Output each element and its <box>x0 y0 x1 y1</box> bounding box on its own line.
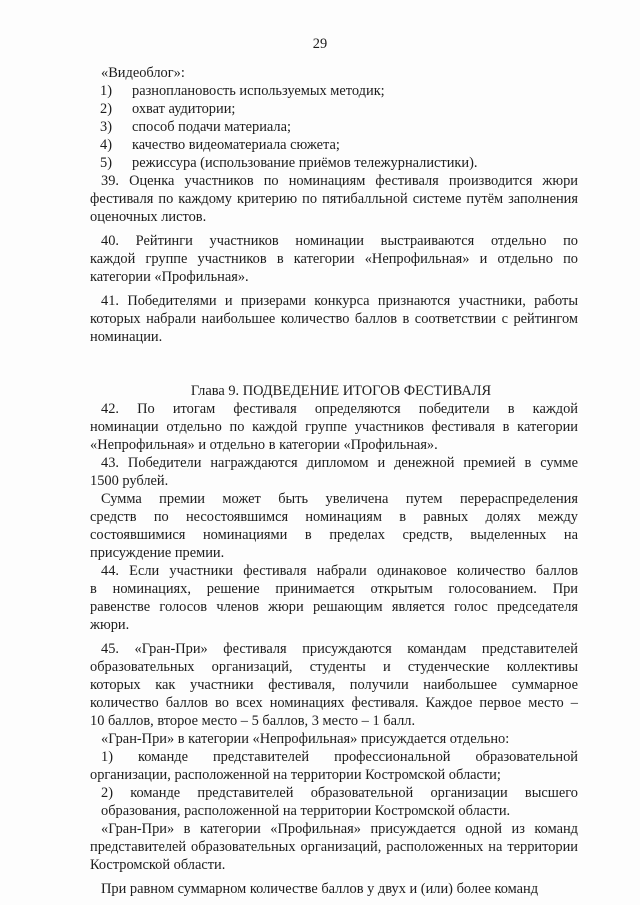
list-number: 3) <box>100 119 112 135</box>
text-line: 39. Оценка участников по номинациям фестиваля производится жюри <box>101 173 578 189</box>
text-line: образования, расположенной на территории Костромской области. <box>101 803 511 819</box>
list-item <box>90 154 578 172</box>
list-number: 4) <box>100 137 112 153</box>
text-line: оценочных листов. <box>90 209 207 225</box>
grand-prix-nonprofile-heading: «Гран-При» в категории «Непрофильная» присуждается отдельно: <box>101 731 510 747</box>
list-item <box>90 82 578 100</box>
list-text: разноплановость используемых методик; <box>132 83 385 99</box>
document-body <box>90 64 578 898</box>
text-line: 1500 рублей. <box>90 473 169 489</box>
paragraph-prize-sum <box>90 490 578 562</box>
text-line: 44. Если участники фестиваля набрали одинаковое количество баллов <box>101 563 578 579</box>
videoblog-heading: «Видеоблог»: <box>101 65 185 81</box>
text-line: категории «Профильная». <box>90 269 249 285</box>
criteria-list <box>90 82 578 172</box>
text-line: Сумма премии может быть увеличена путем перераспределения <box>101 491 578 507</box>
text-line: количество баллов во всех номинациях фестиваля. Каждое первое место – <box>90 695 578 711</box>
text-line: 2) команде представителей образовательной организации высшего <box>101 785 578 801</box>
text-line: «Непрофильная» и отдельно в категории «Профильная». <box>90 437 438 453</box>
grand-prix-profile <box>90 820 578 874</box>
text-line: 43. Победители награждаются дипломом и денежной премией в сумме <box>101 455 578 471</box>
paragraph-43 <box>90 454 578 490</box>
paragraph-41 <box>90 292 578 346</box>
list-number: 1) <box>100 83 112 99</box>
list-item <box>90 100 578 118</box>
paragraph-45 <box>90 640 578 730</box>
paragraph-40 <box>90 232 578 286</box>
text-line: 40. Рейтинги участников номинации выстраиваются отдельно по <box>101 233 578 249</box>
grand-prix-item-2 <box>90 784 578 820</box>
text-line: равенстве голосов членов жюри решающим является голос председателя <box>90 599 578 615</box>
grand-prix-item-1 <box>90 748 578 784</box>
paragraph-44 <box>90 562 578 634</box>
list-text: способ подачи материала; <box>132 119 291 135</box>
text-line: образовательных организаций, студенты и студенческие коллективы <box>90 659 578 675</box>
chapter-title: Глава 9. ПОДВЕДЕНИЕ ИТОГОВ ФЕСТИВАЛЯ <box>190 383 492 399</box>
list-text: режиссура (использование приёмов тележурналистики). <box>132 155 478 171</box>
text-line: номинации отдельно по каждой группе участников фестиваля в категории <box>90 419 578 435</box>
text-line: каждой группе участников в категории «Непрофильная» и отдельно по <box>90 251 578 267</box>
list-text: охват аудитории; <box>132 101 236 117</box>
text-line: представителей образовательных организаций, расположенных на территории <box>90 839 578 855</box>
text-line: номинации. <box>90 329 163 345</box>
text-line: которых набрали наибольшее количество баллов в соответствии с рейтингом <box>90 311 578 327</box>
text-line: средств по несостоявшимся номинациям в равных долях между <box>90 509 578 525</box>
paragraph-42 <box>90 400 578 454</box>
text-line: При равном суммарном количестве баллов у двух и (или) более команд <box>101 881 539 897</box>
text-line: состоявшимися номинациями в пределах средств, выделенных на <box>90 527 578 543</box>
text-line: 10 баллов, второе место – 5 баллов, 3 место – 1 балл. <box>90 713 416 729</box>
list-number: 2) <box>100 101 112 117</box>
text-line: организации, расположенной на территории Костромской области; <box>90 767 501 783</box>
paragraph-39 <box>90 172 578 226</box>
text-line: 45. «Гран-При» фестиваля присуждаются командам представителей <box>101 641 578 657</box>
text-line: в номинациях, решение принимается открытым голосованием. При <box>90 581 578 597</box>
text-line: 41. Победителями и призерами конкурса признаются участники, работы <box>101 293 578 309</box>
text-line: которых как участники фестиваля, получили наибольшее суммарное <box>90 677 578 693</box>
text-line: фестиваля по каждому критерию по пятибалльной системе путём заполнения <box>90 191 578 207</box>
list-item <box>90 118 578 136</box>
text-line: присуждение премии. <box>90 545 225 561</box>
text-line: жюри. <box>90 617 130 633</box>
text-line: «Гран-При» в категории «Профильная» присуждается одной из команд <box>101 821 578 837</box>
text-line: 42. По итогам фестиваля определяются победители в каждой <box>101 401 578 417</box>
page-number: 29 <box>312 36 328 52</box>
list-text: качество видеоматериала сюжета; <box>132 137 340 153</box>
text-line: 1) команде представителей профессиональной образовательной <box>101 749 578 765</box>
list-item <box>90 136 578 154</box>
list-number: 5) <box>100 155 112 171</box>
text-line: Костромской области. <box>90 857 226 873</box>
